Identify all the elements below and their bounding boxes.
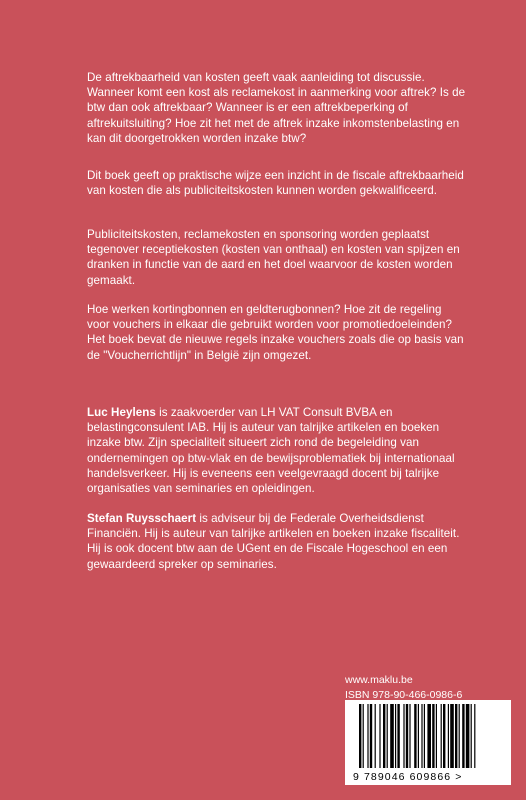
isbn-text: ISBN 978-90-466-0986-6 [345, 688, 463, 701]
blurb-paragraph-1 [87, 70, 467, 146]
blurb-paragraph-3 [87, 227, 467, 288]
author-name-2: Stefan Ruysschaert [87, 512, 197, 525]
blurb-paragraph-3-text: Publiciteitskosten, reclamekosten en sponsoring worden geplaatst tegenover receptiekosten (kosten van onthaal) en kosten van spijzen en dranken in functie van de aard en het doel waarvoor de kosten worden gemaakt. [87, 228, 460, 287]
publisher-info [345, 673, 495, 702]
blurb-paragraph-4 [87, 302, 467, 363]
blurb-paragraph-2-text: Dit boek geeft op praktische wijze een inzicht in de fiscale aftrekbaarheid van kosten die als publiciteitskosten kunnen worden gekwalificeerd. [87, 169, 464, 198]
author-bio-1 [87, 405, 467, 496]
blurb-paragraph-2 [87, 168, 467, 198]
author-bio-2-body: is adviseur bij de Federale Overheidsdienst Financiën. Hij is auteur van talrijke artikelen en boeken inzake fiscaliteit. Hij is ook docent btw aan de UGent en de Fiscale Hogeschool en een gewaardeerd spreker op seminaries. [87, 512, 460, 571]
barcode-digits: 9 789046 609866 > [353, 771, 463, 783]
author-name-1: Luc Heylens [87, 406, 156, 419]
publisher-website: www.maklu.be [345, 674, 413, 686]
author-bio-2 [87, 511, 467, 572]
barcode-bars [345, 700, 511, 772]
blurb-paragraph-1-text: De aftrekbaarheid van kosten geeft vaak aanleiding tot discussie. Wanneer komt een kost als reclamekost in aanmerking voor aftrek? Is de btw dan ook aftrekbaar? Wanneer is er een aftrekbeperking of aftrekuitsluiting? Hoe zit het met de aftrek inzake inkomstenbelasting en kan dit doorgetrokken worden inzake btw? [87, 71, 466, 145]
barcode [345, 700, 511, 785]
author-bio-2-text [87, 511, 467, 572]
author-bio-1-body: is zaakvoerder van LH VAT Consult BVBA en belastingconsulent IAB. Hij is auteur van talrijke artikelen en boeken inzake btw. Zijn specialiteit situeert zich rond de begeleiding van ondernemingen op btw-vlak en de bewijsproblematiek bij internationaal handelsverkeer. Hij is eveneens een veelgevraagd docent bij talrijke organisaties van seminaries en opleidingen. [87, 406, 455, 496]
author-bio-1-text [87, 405, 467, 496]
blurb-paragraph-4-text: Hoe werken kortingbonnen en geldterugbonnen? Hoe zit de regeling voor vouchers in elkaar die gebruikt worden voor promotiedoeleinden? Het boek bevat de nieuwe regels inzake vouchers zoals die op basis van de "Voucherrichtlijn" in België zijn omgezet. [87, 303, 464, 362]
